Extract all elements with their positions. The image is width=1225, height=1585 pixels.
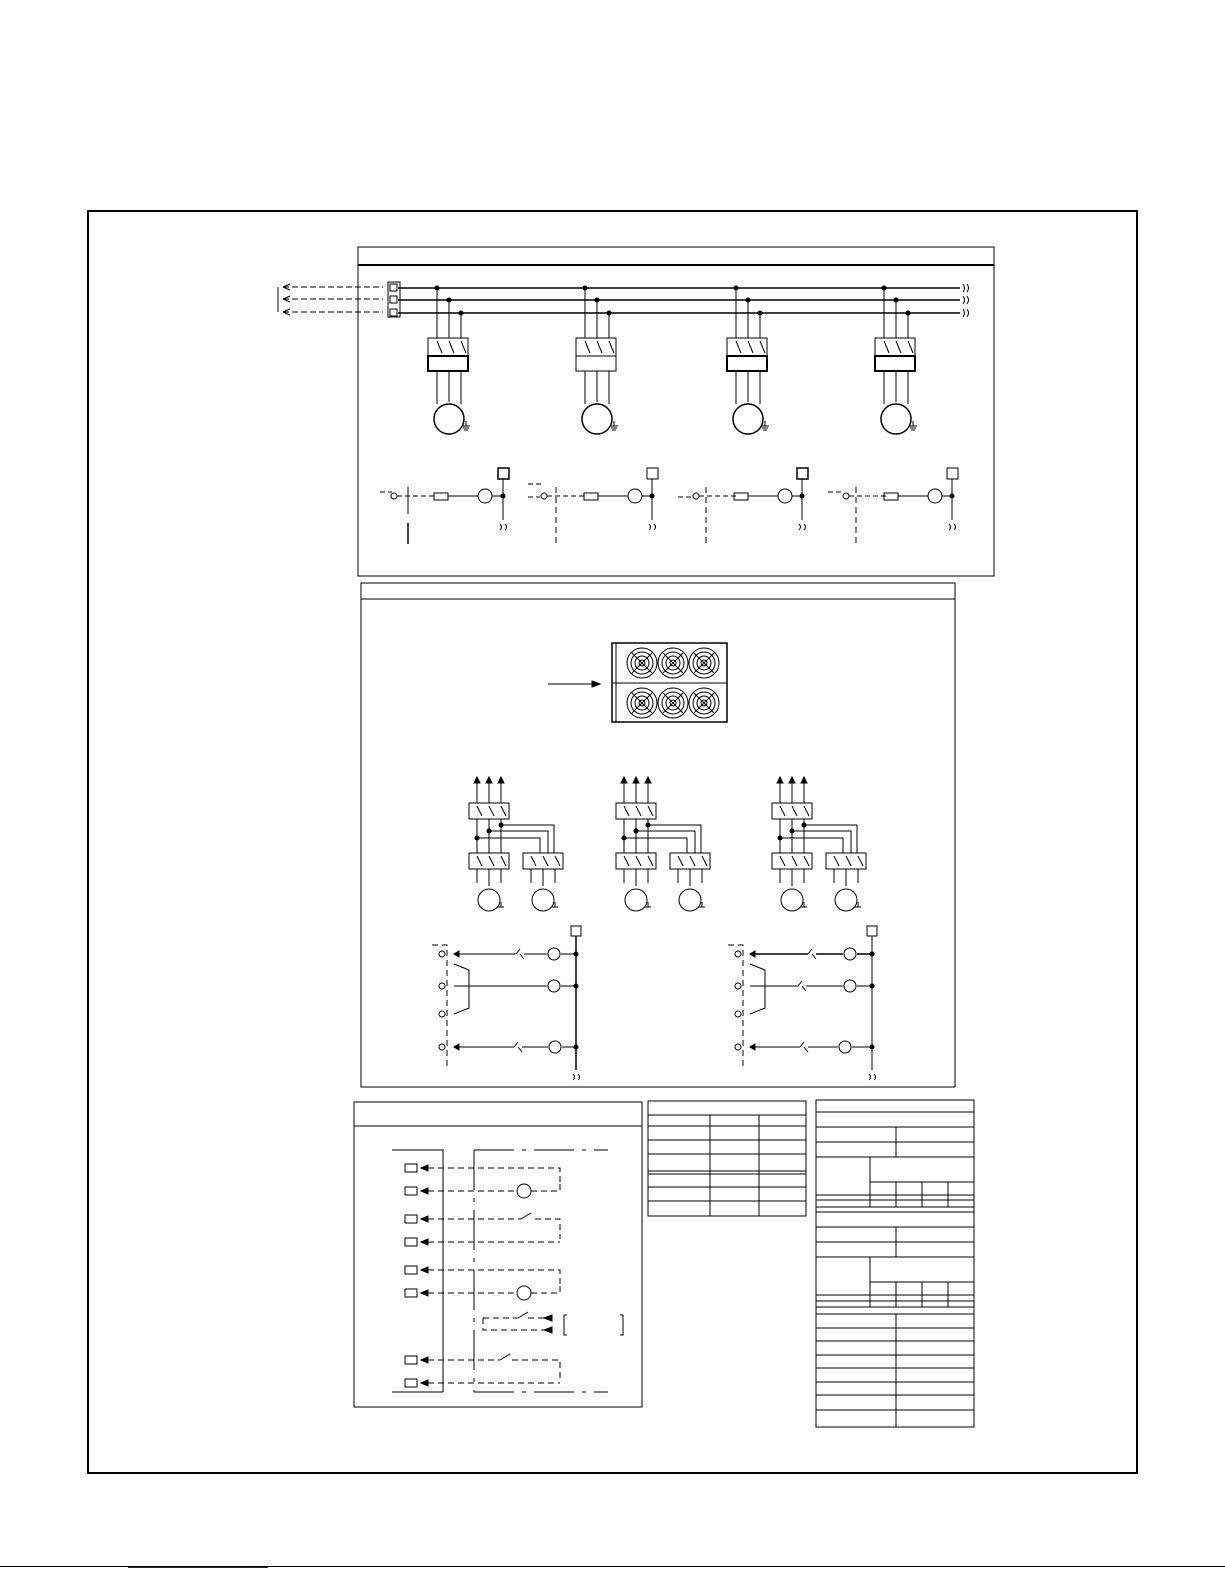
remote-contact <box>483 1312 623 1335</box>
starter-group <box>772 777 866 911</box>
fan-panel <box>361 583 955 1087</box>
table-b <box>816 1100 974 1207</box>
coil-icon <box>628 489 642 503</box>
starter-group <box>469 777 563 911</box>
terminal-box <box>571 926 581 936</box>
control-circuit <box>528 468 658 544</box>
power-bus <box>398 288 960 313</box>
coil-icon <box>548 980 560 992</box>
motor-branch <box>428 286 470 434</box>
coil-icon <box>778 489 792 503</box>
motor-symbol <box>781 889 803 911</box>
motor-symbol <box>881 404 911 434</box>
coil-icon <box>928 489 942 503</box>
terminal-box <box>498 468 509 479</box>
control-circuit <box>380 468 509 544</box>
motor-symbol <box>835 889 857 911</box>
power-panel-frame <box>358 247 994 576</box>
wiring-panel-frame <box>354 1102 642 1407</box>
overload-relay <box>727 356 767 371</box>
terminal-row <box>405 1164 560 1198</box>
fan-icon <box>658 648 688 678</box>
fan-icon <box>627 688 657 718</box>
starter-group <box>616 777 710 911</box>
terminal-box <box>797 468 808 479</box>
fan-icon <box>658 688 688 718</box>
motor-symbol <box>733 404 763 434</box>
fan-icon <box>689 648 719 678</box>
table-a <box>648 1101 806 1216</box>
motor-branch <box>727 286 769 434</box>
terminal-box <box>867 926 877 936</box>
terminal-box <box>647 468 658 479</box>
terminal-row <box>405 1213 560 1246</box>
terminal-row <box>405 1266 560 1300</box>
incoming-feeders <box>278 284 383 315</box>
coil-icon <box>839 1041 851 1053</box>
control-circuit <box>828 468 958 544</box>
table-c <box>816 1200 974 1307</box>
wiring-panel <box>354 1102 642 1407</box>
fuse-icon <box>584 493 598 500</box>
motor-breaker <box>875 338 915 356</box>
control-ladder <box>728 926 877 1080</box>
power-panel <box>278 247 994 576</box>
overload-relay <box>576 356 616 371</box>
lamp-icon <box>517 1184 531 1198</box>
motor-symbol <box>532 889 554 911</box>
control-ladder <box>432 926 581 1080</box>
terminal-row <box>405 1354 560 1387</box>
motor-symbol <box>582 404 612 434</box>
motor-symbol <box>679 889 701 911</box>
bus-continuation-marks <box>963 284 969 317</box>
fuse-icon <box>734 493 748 500</box>
fuse-icon <box>434 493 448 500</box>
arrow-head-icon <box>592 681 600 687</box>
overload-relay <box>428 356 468 371</box>
motor-breaker <box>428 338 468 356</box>
table-d <box>816 1301 974 1427</box>
fan-panel-frame <box>361 583 955 1087</box>
overload-relay <box>875 356 915 371</box>
motor-symbol <box>478 889 500 911</box>
lamp-icon <box>517 1286 531 1300</box>
fuse-icon <box>884 493 898 500</box>
fan-icon <box>689 688 719 718</box>
motor-branch <box>875 286 917 434</box>
motor-branch <box>576 286 618 434</box>
motor-symbol <box>434 404 464 434</box>
coil-icon <box>844 948 856 960</box>
fan-icon <box>627 648 657 678</box>
coil-icon <box>549 1041 561 1053</box>
motor-breaker <box>576 338 616 356</box>
motor-breaker <box>727 338 767 356</box>
drawing-border <box>88 211 1137 1473</box>
fan-unit <box>612 643 727 722</box>
coil-icon <box>844 980 856 992</box>
page-bottom-rule <box>0 1566 1225 1567</box>
motor-symbol <box>625 889 647 911</box>
coil-icon <box>548 948 560 960</box>
coil-icon <box>478 489 492 503</box>
control-circuit <box>678 468 808 544</box>
terminal-box <box>947 468 958 479</box>
